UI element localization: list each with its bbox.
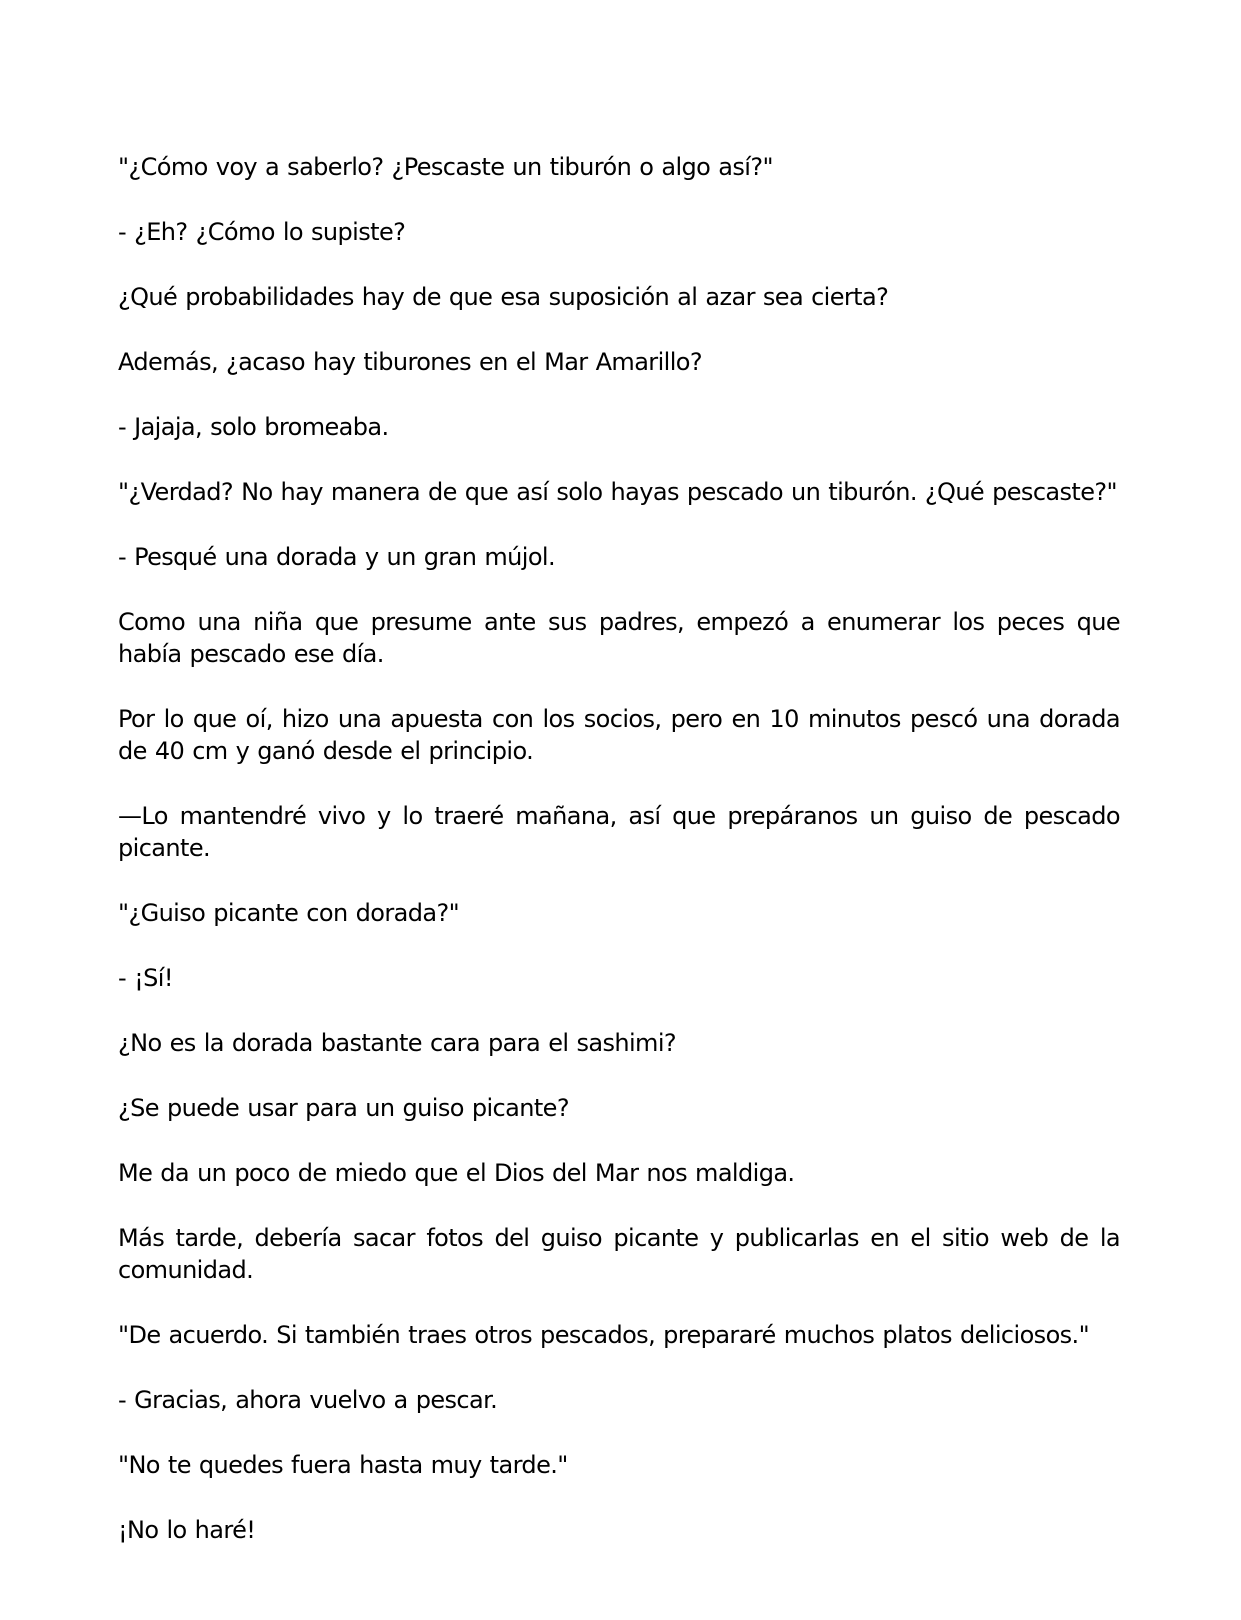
paragraph-20: ¡No lo haré! (118, 1516, 256, 1544)
paragraph-17: "De acuerdo. Si también traes otros pescados, prepararé muchos platos deliciosos." (118, 1321, 1090, 1349)
paragraph-1: "¿Cómo voy a saberlo? ¿Pescaste un tiburón o algo así?" (118, 153, 773, 181)
paragraph-14: ¿Se puede usar para un guiso picante? (118, 1094, 569, 1122)
paragraph-13: ¿No es la dorada bastante cara para el sashimi? (118, 1029, 677, 1057)
paragraph-3: ¿Qué probabilidades hay de que esa suposición al azar sea cierta? (118, 283, 889, 311)
paragraph-11: "¿Guiso picante con dorada?" (118, 899, 460, 927)
paragraph-15: Me da un poco de miedo que el Dios del Mar nos maldiga. (118, 1159, 795, 1187)
paragraph-2: - ¿Eh? ¿Cómo lo supiste? (118, 218, 406, 246)
paragraph-12: - ¡Sí! (118, 964, 173, 992)
paragraph-19: "No te quedes fuera hasta muy tarde." (118, 1451, 568, 1479)
paragraph-5: - Jajaja, solo bromeaba. (118, 413, 389, 441)
paragraph-6: "¿Verdad? No hay manera de que así solo hayas pescado un tiburón. ¿Qué pescaste?" (118, 478, 1117, 506)
paragraph-16: Más tarde, debería sacar fotos del guiso picante y publicarlas en el sitio web de la comunidad. (118, 1224, 1120, 1284)
document-body (118, 151, 1120, 1546)
paragraph-4: Además, ¿acaso hay tiburones en el Mar Amarillo? (118, 348, 702, 376)
paragraph-10: —Lo mantendré vivo y lo traeré mañana, así que prepáranos un guiso de pescado picante. (118, 802, 1120, 862)
paragraph-7: - Pesqué una dorada y un gran mújol. (118, 543, 556, 571)
paragraph-8: Como una niña que presume ante sus padres, empezó a enumerar los peces que había pescado ese día. (118, 608, 1120, 668)
paragraph-18: - Gracias, ahora vuelvo a pescar. (118, 1386, 498, 1414)
paragraph-9: Por lo que oí, hizo una apuesta con los socios, pero en 10 minutos pescó una dorada de 40 cm y ganó desde el principio. (118, 705, 1120, 765)
